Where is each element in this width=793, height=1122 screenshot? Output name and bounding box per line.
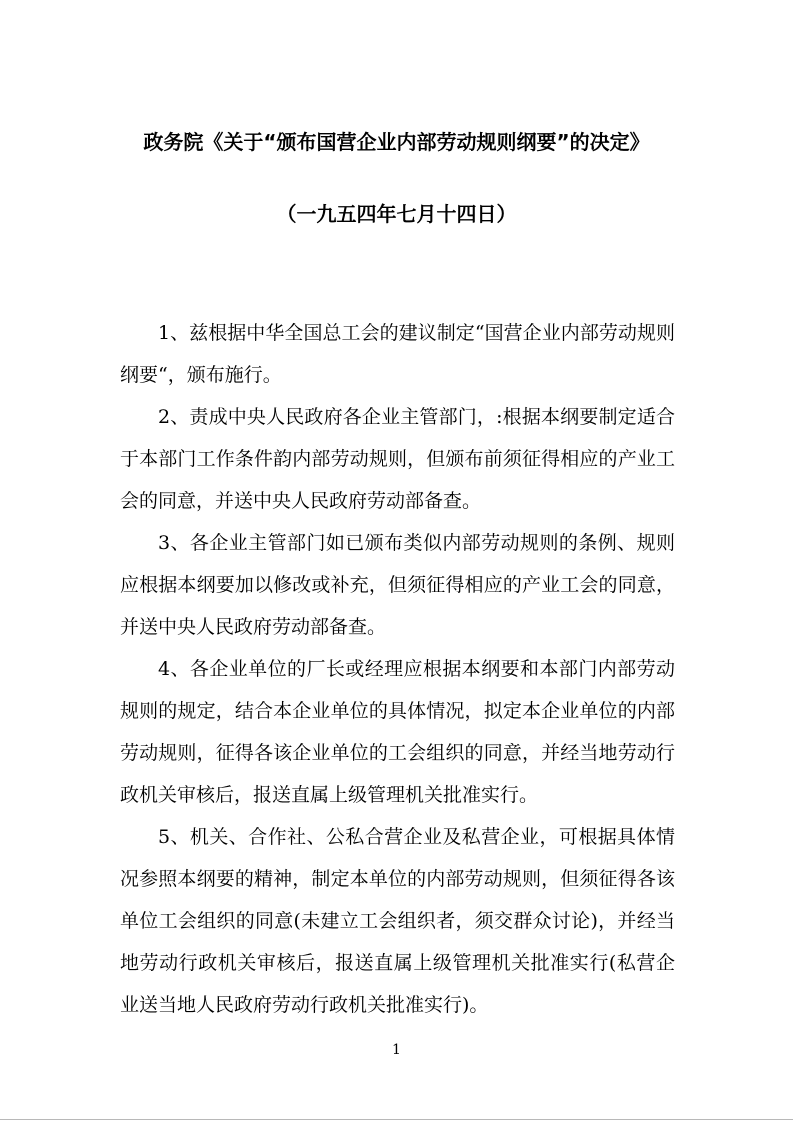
page-bottom-divider: [0, 1119, 793, 1120]
paragraph-5: 5、机关、合作社、公私合营企业及私营企业，可根据具体情况参照本纲要的精神，制定本单位的内部劳动规则，但须征得各该单位工会组织的同意(未建立工会组织者，须交群众讨论)，并经当地劳动行政机关审核后，报送直属上级管理机关批准实行(私营企业送当地人民政府劳动行政机关批准实行)。: [120, 826, 675, 1016]
document-body: [120, 312, 675, 1026]
document-date: （一九五四年七月十四日）: [276, 202, 517, 226]
paragraph-1: 1、兹根据中华全国总工会的建议制定“国营企业内部劳动规则纲要“，颁布施行。: [120, 322, 675, 386]
paragraph-3: 3、各企业主管部门如已颁布类似内部劳动规则的条例、规则应根据本纲要加以修改或补充，但须征得相应的产业工会的同意，并送中央人民政府劳动部备查。: [120, 532, 675, 638]
document-title: 政务院《关于“颁布国营企业内部劳动规则纲要”的决定》: [143, 130, 650, 154]
paragraph-2: 2、责成中央人民政府各企业主管部门，:根据本纲要制定适合于本部门工作条件韵内部劳动规则，但颁布前须征得相应的产业工会的同意，并送中央人民政府劳动部备查。: [120, 406, 675, 512]
paragraph-4: 4、各企业单位的厂长或经理应根据本纲要和本部门内部劳动规则的规定，结合本企业单位的具体情况，拟定本企业单位的内部劳动规则，征得各该企业单位的工会组织的同意，并经当地劳动行政机关审核后，报送直属上级管理机关批准实行。: [120, 658, 675, 806]
page-number: 1: [392, 1042, 401, 1058]
